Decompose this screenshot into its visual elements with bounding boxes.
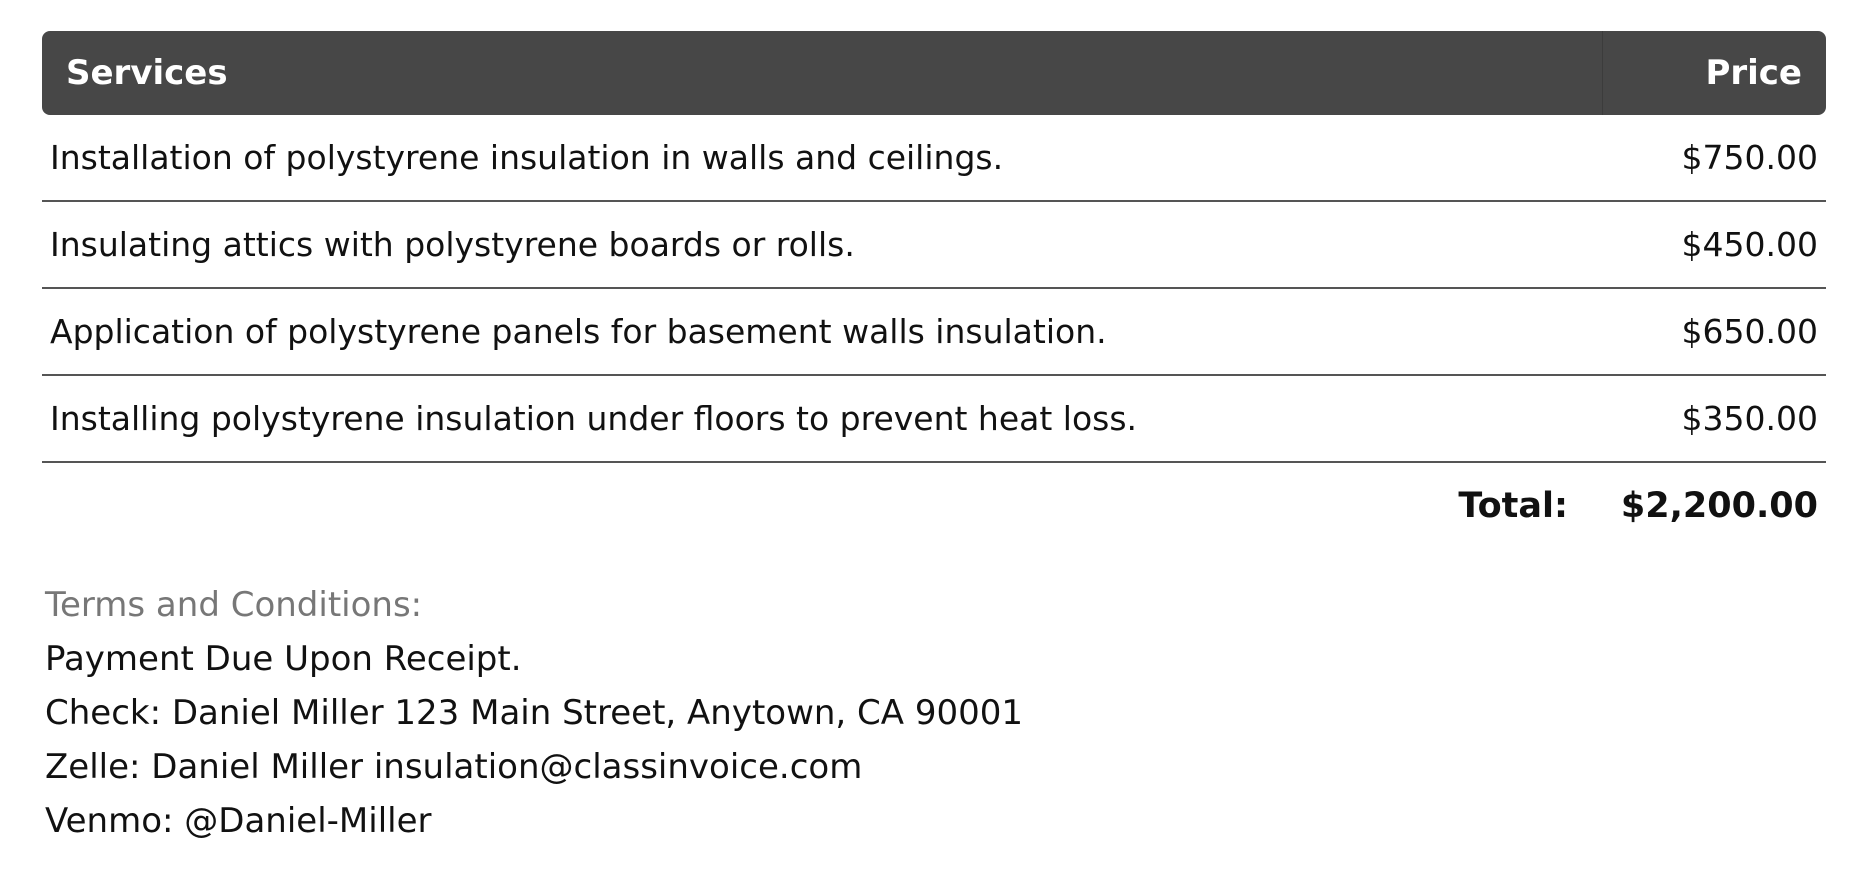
service-description: Installing polystyrene insulation under floors to prevent heat loss. xyxy=(42,375,1602,462)
service-price: $650.00 xyxy=(1602,288,1826,375)
service-description: Installation of polystyrene insulation in walls and ceilings. xyxy=(42,115,1602,201)
table-row xyxy=(42,375,1826,462)
terms-section xyxy=(45,578,1023,848)
table-row xyxy=(42,115,1826,201)
service-price: $450.00 xyxy=(1602,201,1826,288)
service-description: Insulating attics with polystyrene boards or rolls. xyxy=(42,201,1602,288)
table-row xyxy=(42,201,1826,288)
services-column-header: Services xyxy=(42,31,1602,115)
payment-due-line: Payment Due Upon Receipt. xyxy=(45,639,522,679)
total-amount: $2,200.00 xyxy=(1620,486,1818,526)
venmo-payment-line: Venmo: @Daniel-Miller xyxy=(45,801,432,841)
check-payment-line: Check: Daniel Miller 123 Main Street, Anytown, CA 90001 xyxy=(45,693,1024,733)
total-row xyxy=(42,462,1826,549)
service-price: $350.00 xyxy=(1602,375,1826,462)
service-price: $750.00 xyxy=(1602,115,1826,201)
table-header-row xyxy=(42,31,1826,115)
zelle-payment-line: Zelle: Daniel Miller insulation@classinvoice.com xyxy=(45,747,863,787)
service-description: Application of polystyrene panels for basement walls insulation. xyxy=(42,288,1602,375)
services-table xyxy=(42,31,1826,549)
table-row xyxy=(42,288,1826,375)
total-label: Total: xyxy=(1458,486,1568,526)
terms-heading: Terms and Conditions: xyxy=(45,585,423,625)
price-column-header: Price xyxy=(1602,31,1826,115)
